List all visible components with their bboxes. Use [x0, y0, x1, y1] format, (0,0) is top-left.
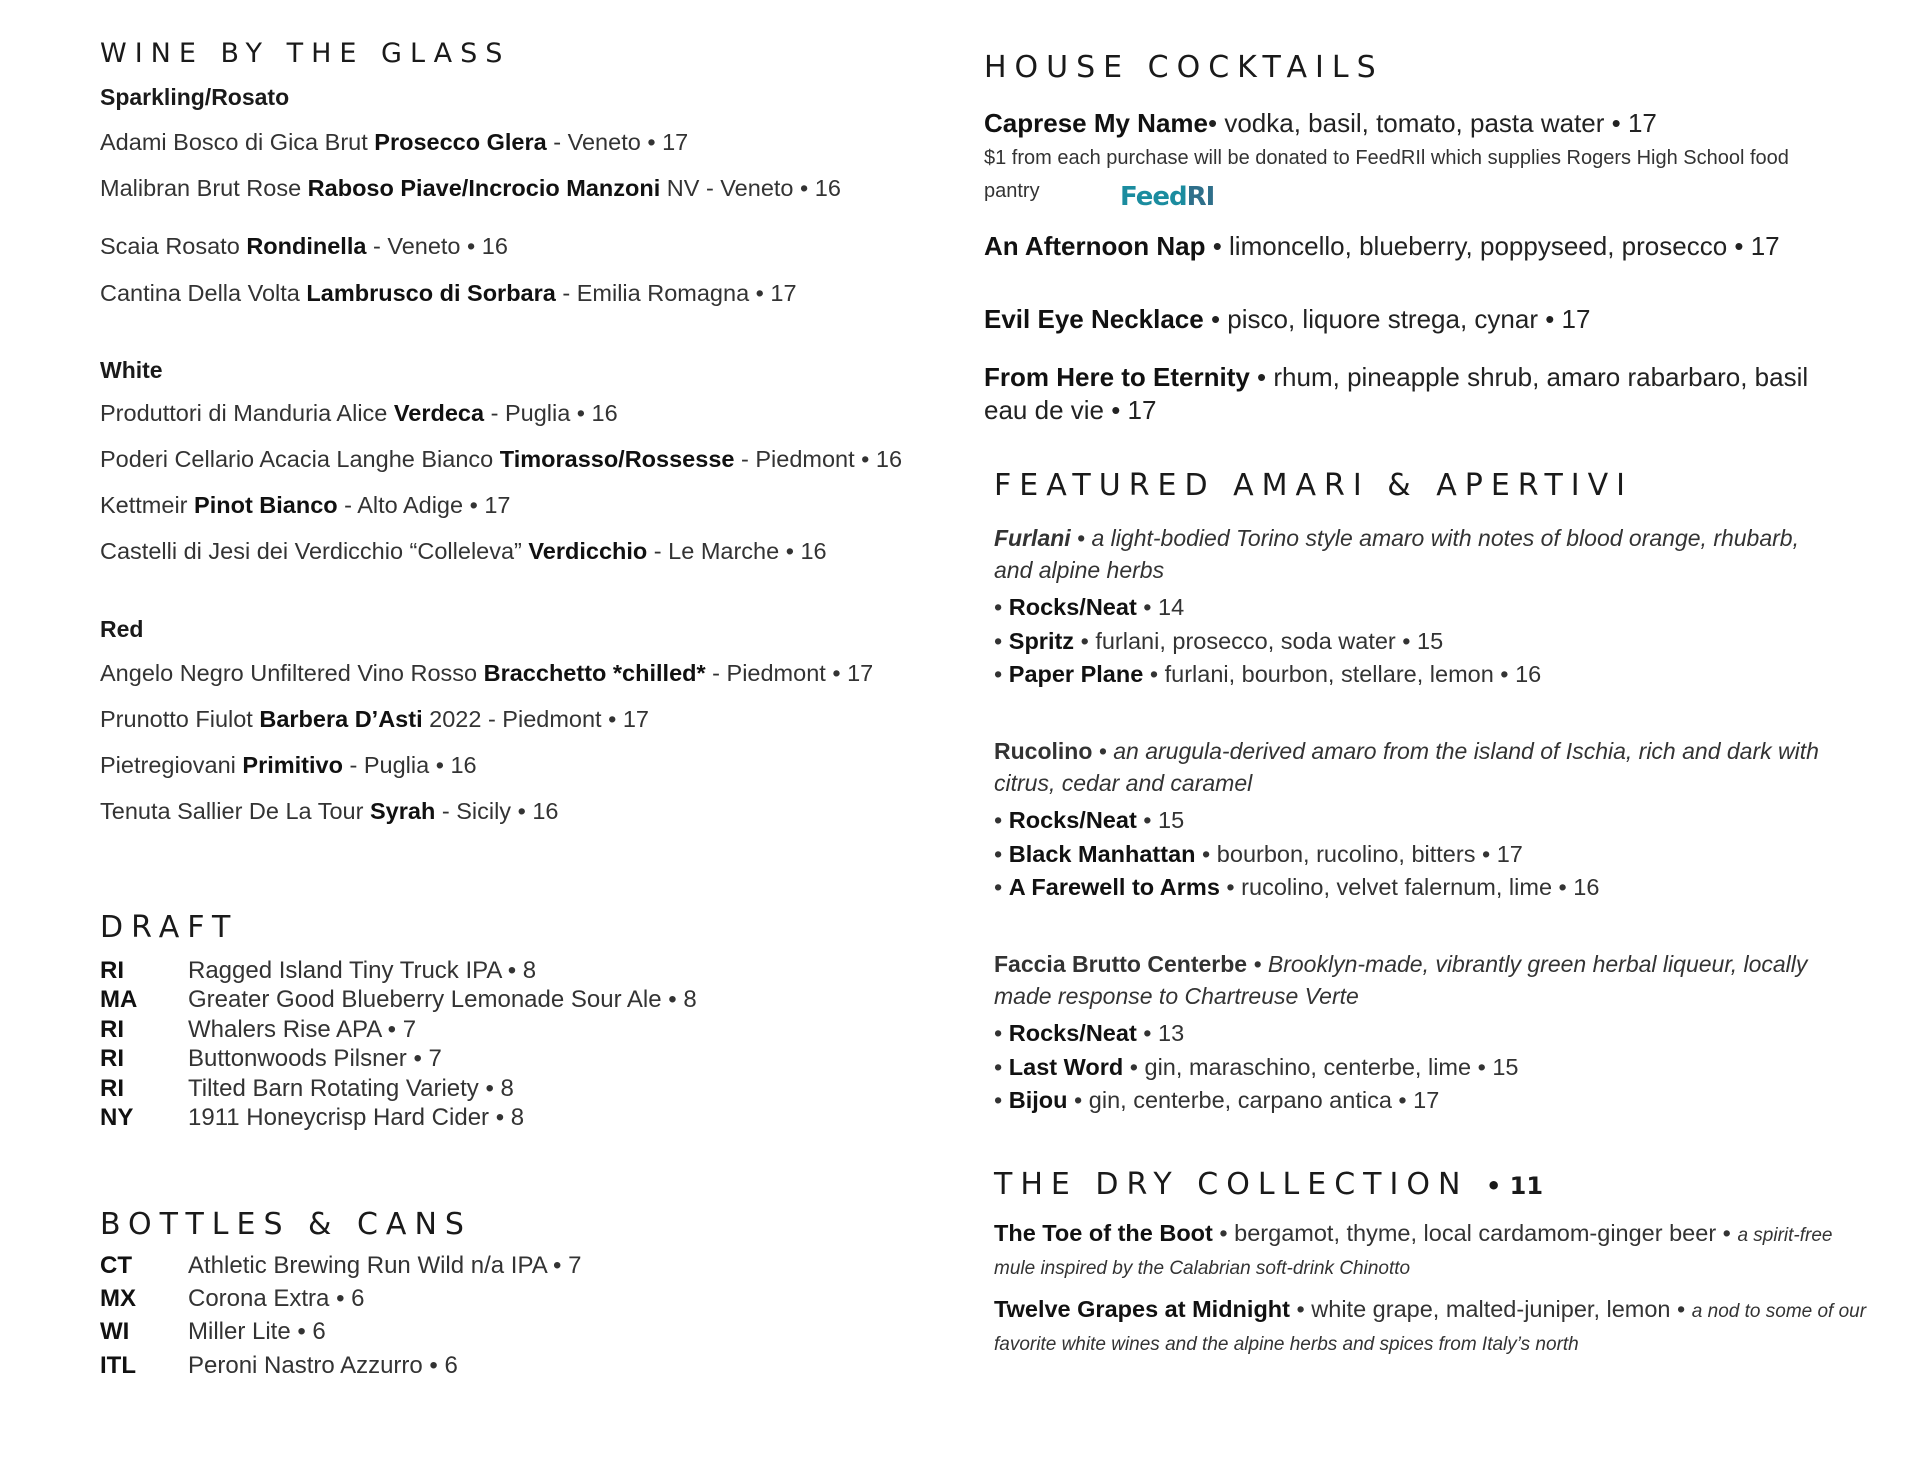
wine-item: Malibran Brut Rose Raboso Piave/Incrocio Manzoni NV - Veneto • 16 [100, 175, 841, 201]
red-subheading: Red [100, 616, 144, 642]
dry-item: Twelve Grapes at Midnight • white grape, malted-juniper, lemon • a nod to some of our favorite white wines and the alpine herbs and spices from Italy’s north [994, 1296, 1867, 1355]
cocktail-item: Evil Eye Necklace • pisco, liquore strega, cynar • 17 [984, 304, 1591, 334]
featured-amari-heading: FEATURED AMARI & APERTIVI [994, 468, 1633, 503]
amaro-serve-item: • Paper Plane • furlani, bourbon, stellare, lemon • 16 [994, 661, 1542, 687]
donation-note: $1 from each purchase will be donated to FeedRIl which supplies Rogers High School food pantry [984, 147, 1789, 202]
amaro-serve-item: • Bijou • gin, centerbe, carpano antica • 17 [994, 1087, 1440, 1113]
white-subheading: White [100, 357, 163, 383]
wine-item: Cantina Della Volta Lambrusco di Sorbara - Emilia Romagna • 17 [100, 280, 797, 306]
house-cocktails-heading: HOUSE COCKTAILS [984, 50, 1384, 85]
cocktail-item: An Afternoon Nap • limoncello, blueberry, poppyseed, prosecco • 17 [984, 231, 1780, 261]
draft-item: RI Ragged Island Tiny Truck IPA • 8 [100, 957, 537, 984]
amaro-description: Furlani • a light-bodied Torino style amaro with notes of blood orange, rhubarb, and alpine herbs [994, 525, 1799, 583]
wine-item: Kettmeir Pinot Bianco - Alto Adige • 17 [100, 492, 511, 518]
amaro-serve-item: • Black Manhattan • bourbon, rucolino, bitters • 17 [994, 841, 1523, 867]
draft-item: MA Greater Good Blueberry Lemonade Sour Ale • 8 [100, 986, 697, 1013]
bottle-item: WI Miller Lite • 6 [100, 1318, 326, 1345]
bottle-item: CT Athletic Brewing Run Wild n/a IPA • 7 [100, 1252, 582, 1279]
wine-item: Angelo Negro Unfiltered Vino Rosso Bracchetto *chilled* - Piedmont • 17 [100, 660, 874, 686]
wine-item: Adami Bosco di Gica Brut Prosecco Glera - Veneto • 17 [100, 129, 689, 155]
wine-item: Pietregiovani Primitivo - Puglia • 16 [100, 752, 477, 778]
amaro-serve-item: • Last Word • gin, maraschino, centerbe, lime • 15 [994, 1054, 1519, 1080]
amaro-serve-item: • Rocks/Neat • 13 [994, 1020, 1185, 1046]
amaro-description: Rucolino • an arugula-derived amaro from the island of Ischia, rich and dark with citrus, cedar and caramel [994, 738, 1819, 796]
bottles-cans-heading: BOTTLES & CANS [100, 1207, 472, 1242]
wine-item: Castelli di Jesi dei Verdicchio “Colleleva” Verdicchio - Le Marche • 16 [100, 538, 827, 564]
dry-collection-heading: THE DRY COLLECTION • 11 [994, 1167, 1544, 1202]
dry-item: The Toe of the Boot • bergamot, thyme, local cardamom-ginger beer • a spirit-free mule inspired by the Calabrian soft-drink Chinotto [994, 1220, 1833, 1279]
draft-item: RI Buttonwoods Pilsner • 7 [100, 1045, 442, 1072]
amaro-description: Faccia Brutto Centerbe • Brooklyn-made, vibrantly green herbal liqueur, locally made response to Chartreuse Verte [994, 951, 1808, 1009]
feedri-logo: FeedRI [1120, 182, 1215, 212]
wine-by-the-glass-heading: WINE BY THE GLASS [100, 38, 511, 69]
wine-item: Tenuta Sallier De La Tour Syrah - Sicily • 16 [100, 798, 559, 824]
wine-item: Scaia Rosato Rondinella - Veneto • 16 [100, 233, 508, 259]
draft-item: RI Tilted Barn Rotating Variety • 8 [100, 1075, 514, 1102]
cocktail-item: Caprese My Name• vodka, basil, tomato, pasta water • 17 [984, 108, 1657, 138]
wine-item: Produttori di Manduria Alice Verdeca - Puglia • 16 [100, 400, 618, 426]
amaro-serve-item: • Rocks/Neat • 14 [994, 594, 1185, 620]
bottle-item: MX Corona Extra • 6 [100, 1285, 365, 1312]
bottle-item: ITL Peroni Nastro Azzurro • 6 [100, 1352, 458, 1379]
amaro-serve-item: • Spritz • furlani, prosecco, soda water • 15 [994, 628, 1444, 654]
wine-item: Poderi Cellario Acacia Langhe Bianco Timorasso/Rossesse - Piedmont • 16 [100, 446, 903, 472]
amaro-serve-item: • Rocks/Neat • 15 [994, 807, 1185, 833]
cocktail-item: From Here to Eternity • rhum, pineapple shrub, amaro rabarbaro, basil eau de vie • 17 [984, 362, 1809, 425]
draft-heading: DRAFT [100, 910, 239, 945]
amaro-serve-item: • A Farewell to Arms • rucolino, velvet falernum, lime • 16 [994, 874, 1600, 900]
sparkling-rosato-subheading: Sparkling/Rosato [100, 84, 290, 110]
wine-item: Prunotto Fiulot Barbera D’Asti 2022 - Piedmont • 17 [100, 706, 650, 732]
draft-item: RI Whalers Rise APA • 7 [100, 1016, 417, 1043]
draft-item: NY 1911 Honeycrisp Hard Cider • 8 [100, 1104, 525, 1131]
